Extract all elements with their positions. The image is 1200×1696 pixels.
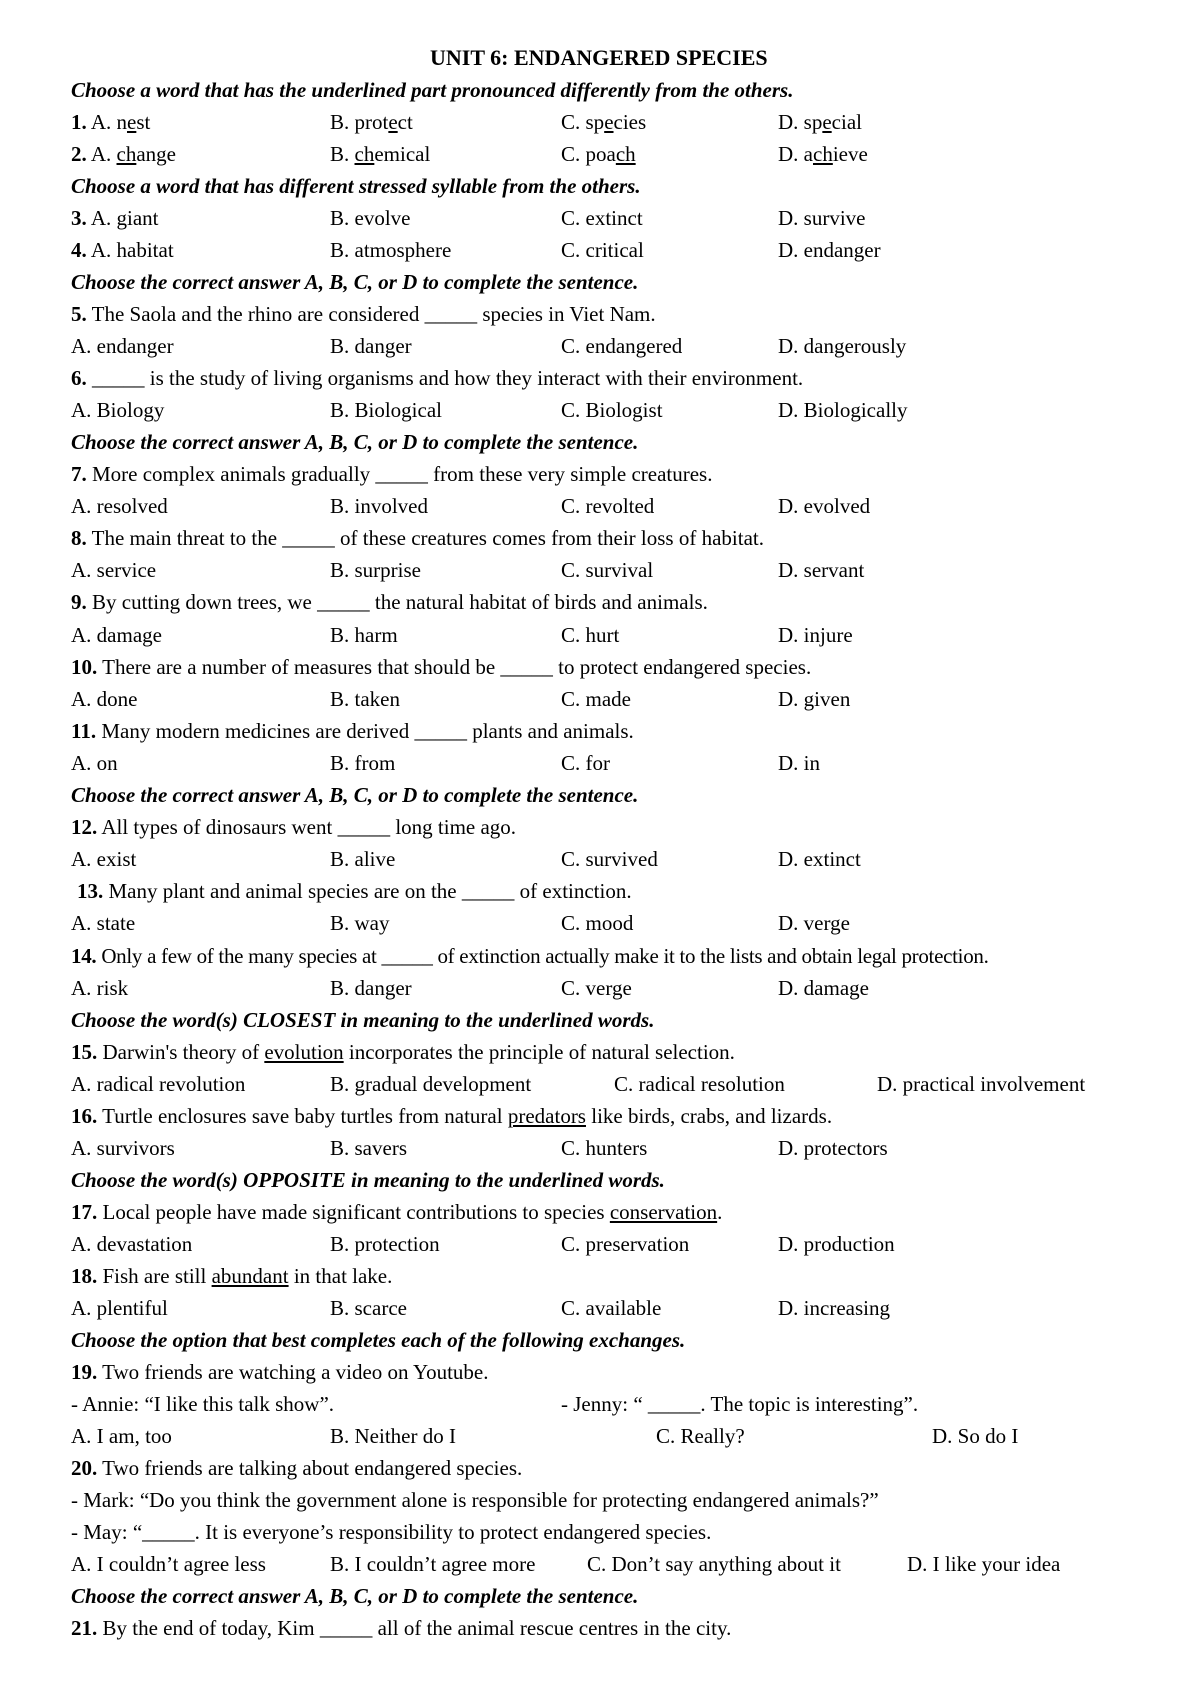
option-d: D. damage — [778, 976, 869, 1000]
question-21 — [71, 1616, 731, 1640]
option-b: B. gradual development — [330, 1072, 532, 1096]
instruction-complete-sentence: Choose the correct answer A, B, C, or D to complete the sentence. — [71, 430, 639, 454]
question-6 — [71, 366, 803, 390]
option-b: B. I couldn’t agree more — [330, 1552, 536, 1576]
option-b: B. way — [330, 911, 390, 935]
question-number: 19. — [71, 1360, 98, 1384]
option-c: C. survival — [561, 558, 654, 582]
question-number: 20. — [71, 1456, 98, 1480]
question-13 — [77, 879, 632, 903]
question-19 — [71, 1360, 489, 1384]
option-d: D. protectors — [778, 1136, 888, 1160]
instruction-complete-sentence: Choose the correct answer A, B, C, or D to complete the sentence. — [71, 1584, 639, 1608]
option-a: A. endanger — [71, 334, 174, 358]
option-d: D. evolved — [778, 494, 871, 518]
question-7 — [71, 462, 712, 486]
option-a: A. done — [71, 687, 138, 711]
question-text: Local people have made significant contributions to species conservation. — [102, 1200, 723, 1224]
option-a: A. devastation — [71, 1232, 193, 1256]
question-number: 17. — [71, 1200, 98, 1224]
question-number: 16. — [71, 1104, 98, 1128]
option-c: C. available — [561, 1296, 662, 1320]
option-d: D. So do I — [932, 1424, 1019, 1448]
question-text: _____ is the study of living organisms and how they interact with their environment. — [92, 366, 804, 390]
question-number: 11. — [71, 719, 97, 743]
question-12 — [71, 815, 516, 839]
option-d: D. given — [778, 687, 851, 711]
question-text: Only a few of the many species at _____ of extinction actually make it to the lists and obtain legal protection. — [101, 944, 989, 968]
option-a: A. nest — [90, 110, 151, 134]
question-2 — [71, 142, 176, 166]
option-a: A. risk — [71, 976, 129, 1000]
question-text: There are a number of measures that should be _____ to protect endangered species. — [102, 655, 812, 679]
option-a: A. change — [90, 142, 176, 166]
question-5 — [71, 302, 656, 326]
option-d: D. practical involvement — [877, 1072, 1086, 1096]
underlined-word: evolution — [264, 1040, 344, 1064]
option-b: B. chemical — [330, 142, 431, 166]
question-10 — [71, 655, 811, 679]
question-1 — [71, 110, 150, 134]
instruction-complete-sentence: Choose the correct answer A, B, C, or D to complete the sentence. — [71, 270, 639, 294]
option-d: D. injure — [778, 623, 853, 647]
question-text: Turtle enclosures save baby turtles from natural predators like birds, crabs, and lizards. — [102, 1104, 833, 1128]
option-b: B. danger — [330, 334, 412, 358]
question-text: Darwin's theory of evolution incorporates the principle of natural selection. — [102, 1040, 735, 1064]
option-a: A. I couldn’t agree less — [71, 1552, 266, 1576]
option-b: B. involved — [330, 494, 428, 518]
underlined-word: abundant — [211, 1264, 289, 1288]
option-c: C. endangered — [561, 334, 683, 358]
question-number: 10. — [71, 655, 98, 679]
question-number: 15. — [71, 1040, 98, 1064]
option-d: D. verge — [778, 911, 850, 935]
option-c: C. Don’t say anything about it — [587, 1552, 841, 1576]
question-text: By the end of today, Kim _____ all of the animal rescue centres in the city. — [102, 1616, 732, 1640]
option-d: D. Biologically — [778, 398, 908, 422]
question-number: 1. — [71, 110, 87, 134]
option-a: A. exist — [71, 847, 137, 871]
question-text: More complex animals gradually _____ from these very simple creatures. — [92, 462, 713, 486]
option-b: B. danger — [330, 976, 412, 1000]
option-b: B. harm — [330, 623, 398, 647]
instruction-opposite-meaning: Choose the word(s) OPPOSITE in meaning to the underlined words. — [71, 1168, 665, 1192]
dialogue-line-annie: - Annie: “I like this talk show”. — [71, 1392, 335, 1416]
underlined-word: conservation — [609, 1200, 718, 1224]
option-c: C. Biologist — [561, 398, 663, 422]
option-b: B. Biological — [330, 398, 442, 422]
dialogue-line-jenny: - Jenny: “ _____. The topic is interesting”. — [561, 1392, 919, 1416]
option-c: C. survived — [561, 847, 658, 871]
option-c: C. hunters — [561, 1136, 648, 1160]
option-a: A. giant — [90, 206, 159, 230]
question-text: Two friends are talking about endangered species. — [102, 1456, 523, 1480]
dialogue-line-mark: - Mark: “Do you think the government alone is responsible for protecting endangered animals?” — [71, 1488, 879, 1512]
option-c: C. hurt — [561, 623, 620, 647]
option-b: B. Neither do I — [330, 1424, 456, 1448]
option-a: A. I am, too — [71, 1424, 172, 1448]
question-number: 13. — [77, 879, 104, 903]
option-a: A. radical revolution — [71, 1072, 246, 1096]
page-title: UNIT 6: ENDANGERED SPECIES — [430, 45, 768, 70]
option-a: A. damage — [71, 623, 162, 647]
option-c: C. verge — [561, 976, 632, 1000]
question-17 — [71, 1200, 722, 1224]
option-a: A. survivors — [71, 1136, 175, 1160]
question-9 — [71, 590, 708, 614]
option-b: B. evolve — [330, 206, 411, 230]
question-number: 18. — [71, 1264, 98, 1288]
instruction-complete-sentence: Choose the correct answer A, B, C, or D to complete the sentence. — [71, 783, 639, 807]
question-number: 2. — [71, 142, 87, 166]
option-d: D. I like your idea — [907, 1552, 1061, 1576]
question-number: 14. — [71, 944, 97, 968]
option-c: C. mood — [561, 911, 634, 935]
question-20 — [71, 1456, 522, 1480]
question-text: All types of dinosaurs went _____ long time ago. — [101, 815, 517, 839]
option-d: D. endanger — [778, 238, 881, 262]
question-number: 6. — [71, 366, 87, 390]
question-text: Many modern medicines are derived _____ plants and animals. — [101, 719, 634, 743]
option-b: B. alive — [330, 847, 396, 871]
option-c: C. Really? — [656, 1424, 745, 1448]
option-a: A. plentiful — [71, 1296, 168, 1320]
question-18 — [71, 1264, 392, 1288]
option-d: D. achieve — [778, 142, 868, 166]
question-16 — [71, 1104, 832, 1128]
option-d: D. extinct — [778, 847, 861, 871]
question-text: The main threat to the _____ of these creatures comes from their loss of habitat. — [91, 526, 764, 550]
question-number: 4. — [71, 238, 87, 262]
option-b: B. surprise — [330, 558, 421, 582]
instruction-exchanges: Choose the option that best completes each of the following exchanges. — [71, 1328, 686, 1352]
option-a: A. service — [71, 558, 157, 582]
question-number: 7. — [71, 462, 87, 486]
option-d: D. special — [778, 110, 862, 134]
option-a: A. habitat — [90, 238, 174, 262]
question-text: Many plant and animal species are on the _____ of extinction. — [108, 879, 632, 903]
question-15 — [71, 1040, 735, 1064]
question-number: 5. — [71, 302, 87, 326]
option-c: C. poach — [561, 142, 636, 166]
option-a: A. state — [71, 911, 136, 935]
question-number: 9. — [71, 590, 87, 614]
question-number: 21. — [71, 1616, 98, 1640]
question-text: By cutting down trees, we _____ the natural habitat of birds and animals. — [92, 590, 708, 614]
option-a: A. on — [71, 751, 118, 775]
question-text: The Saola and the rhino are considered _____ species in Viet Nam. — [91, 302, 656, 326]
option-c: C. preservation — [561, 1232, 690, 1256]
option-a: A. resolved — [71, 494, 168, 518]
option-c: C. for — [561, 751, 610, 775]
option-a: A. Biology — [71, 398, 165, 422]
question-11 — [71, 719, 634, 743]
question-14 — [71, 944, 989, 968]
question-text: Two friends are watching a video on Youtube. — [102, 1360, 489, 1384]
option-d: D. in — [778, 751, 820, 775]
option-d: D. survive — [778, 206, 866, 230]
option-b: B. scarce — [330, 1296, 407, 1320]
option-b: B. atmosphere — [330, 238, 452, 262]
instruction-closest-meaning: Choose the word(s) CLOSEST in meaning to the underlined words. — [71, 1008, 655, 1032]
question-number: 8. — [71, 526, 87, 550]
option-d: D. servant — [778, 558, 865, 582]
option-c: C. critical — [561, 238, 644, 262]
question-3 — [71, 206, 159, 230]
question-number: 12. — [71, 815, 98, 839]
option-c: C. revolted — [561, 494, 655, 518]
option-c: C. species — [561, 110, 647, 134]
option-b: B. savers — [330, 1136, 407, 1160]
option-c: C. made — [561, 687, 631, 711]
question-number: 3. — [71, 206, 87, 230]
instruction-stress: Choose a word that has different stressed syllable from the others. — [71, 174, 641, 198]
option-b: B. taken — [330, 687, 400, 711]
question-4 — [71, 238, 174, 262]
option-d: D. increasing — [778, 1296, 890, 1320]
option-c: C. extinct — [561, 206, 643, 230]
option-d: D. production — [778, 1232, 895, 1256]
option-d: D. dangerously — [778, 334, 907, 358]
underlined-word: predators — [507, 1104, 586, 1128]
question-text: Fish are still abundant in that lake. — [102, 1264, 393, 1288]
option-b: B. from — [330, 751, 396, 775]
option-b: B. protect — [330, 110, 413, 134]
option-b: B. protection — [330, 1232, 440, 1256]
option-c: C. radical resolution — [614, 1072, 785, 1096]
instruction-pronunciation: Choose a word that has the underlined part pronounced differently from the others. — [71, 78, 794, 102]
dialogue-line-may: - May: “_____. It is everyone’s responsibility to protect endangered species. — [71, 1520, 712, 1544]
question-8 — [71, 526, 764, 550]
